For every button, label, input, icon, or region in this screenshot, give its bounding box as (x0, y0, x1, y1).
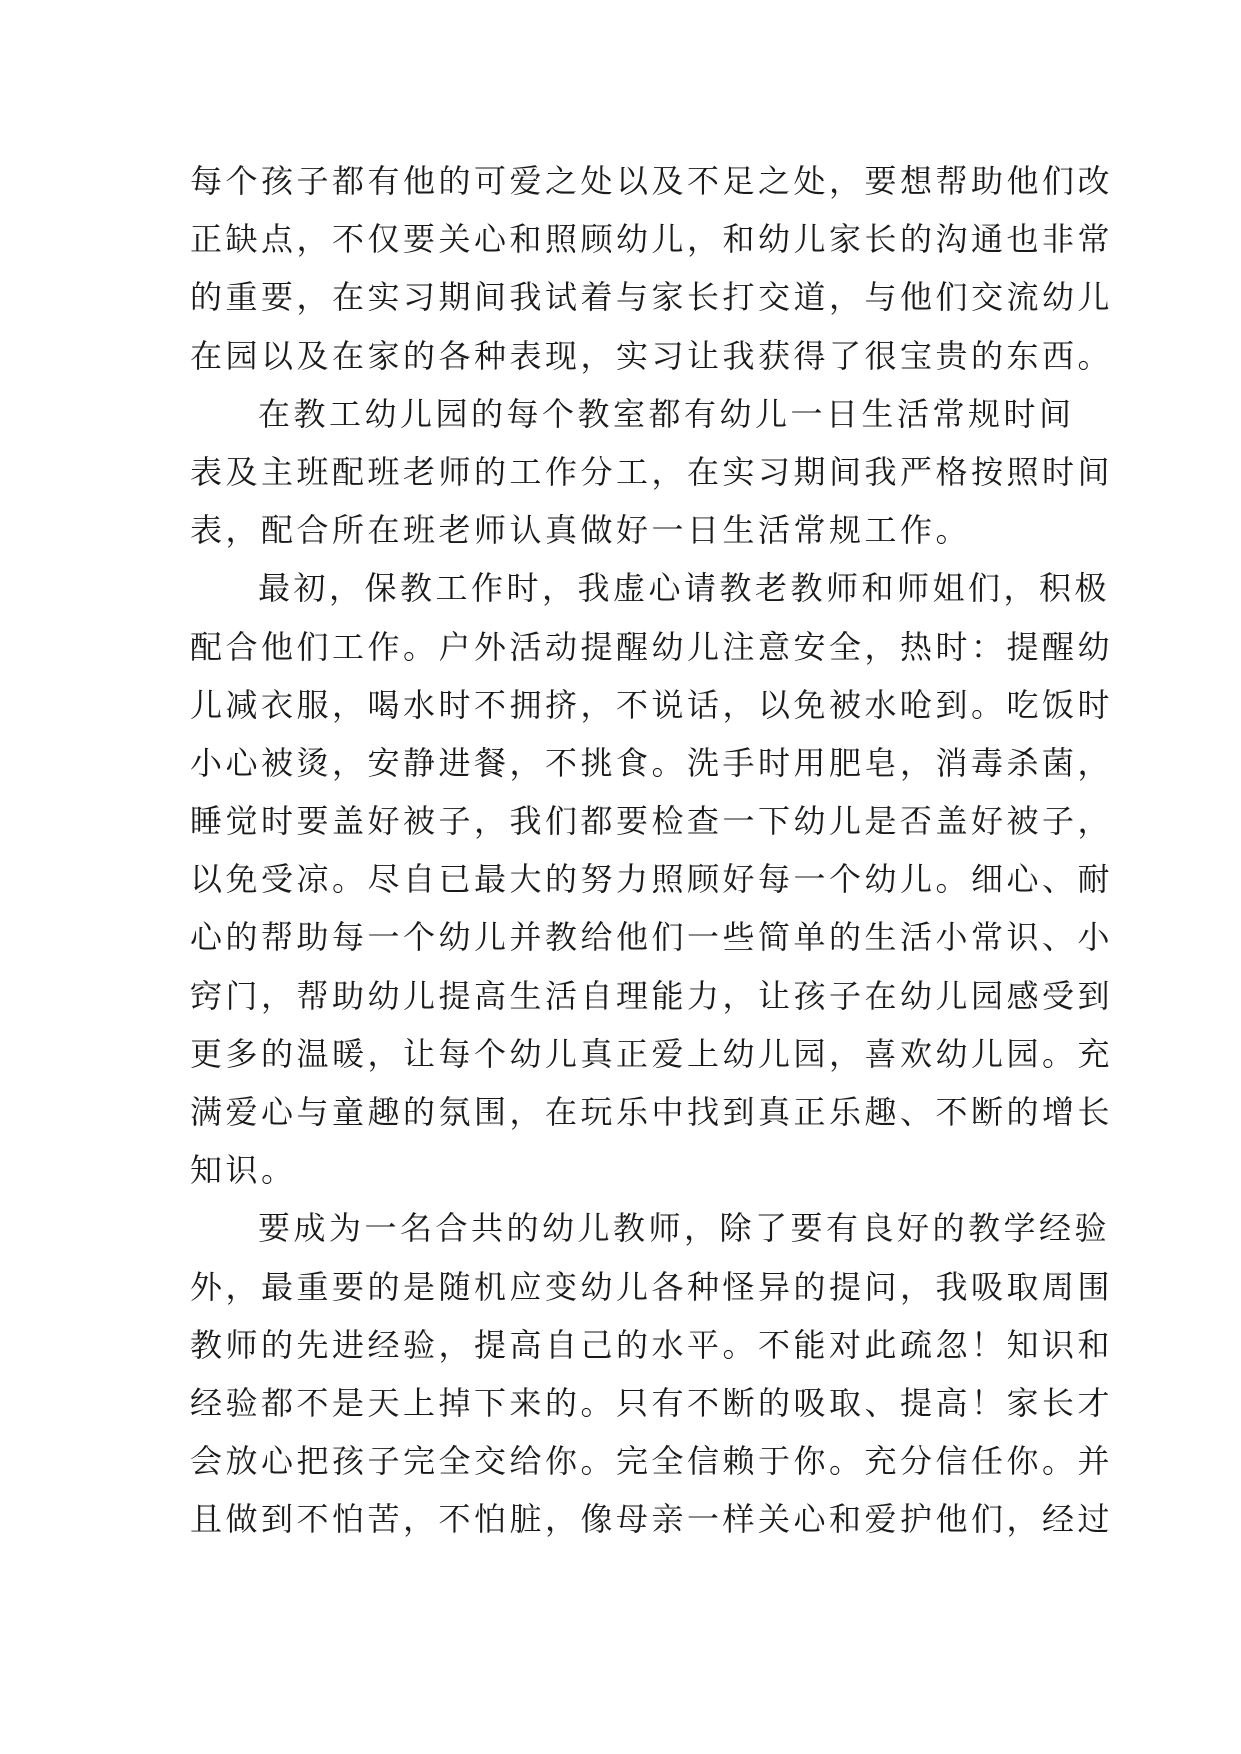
text-line: 在园以及在家的各种表现，实习让我获得了很宝贵的东西。 (190, 336, 1114, 375)
text-line: 且做到不怕苦，不怕脏，像母亲一样关心和爱护他们，经过 (190, 1500, 1114, 1539)
body-text (190, 152, 1114, 1549)
text-line: 教师的先进经验，提高自己的水平。不能对此疏忽！知识和 (190, 1325, 1114, 1364)
text-line: 最初，保教工作时，我虚心请教老教师和师姐们，积极 (258, 569, 1111, 608)
text-line: 儿减衣服，喝水时不拥挤，不说话，以免被水呛到。吃饭时 (190, 685, 1114, 724)
text-line: 经验都不是天上掉下来的。只有不断的吸取、提高！家长才 (190, 1383, 1114, 1422)
text-line: 要成为一名合共的幼儿教师，除了要有良好的教学经验 (258, 1209, 1111, 1248)
text-line: 外，最重要的是随机应变幼儿各种怪异的提问，我吸取周围 (190, 1267, 1114, 1306)
text-line: 小心被烫，安静进餐，不挑食。洗手时用肥皂，消毒杀菌， (190, 743, 1114, 782)
text-line: 表，配合所在班老师认真做好一日生活常规工作。 (190, 511, 972, 550)
text-line: 配合他们工作。户外活动提醒幼儿注意安全，热时：提醒幼 (190, 627, 1114, 666)
text-line: 心的帮助每一个幼儿并教给他们一些简单的生活小常识、小 (190, 918, 1114, 957)
text-line: 的重要，在实习期间我试着与家长打交道，与他们交流幼儿 (190, 278, 1114, 317)
text-line: 窍门，帮助幼儿提高生活自理能力，让孩子在幼儿园感受到 (190, 976, 1114, 1015)
text-line: 知识。 (190, 1151, 297, 1190)
text-line: 更多的温暖，让每个幼儿真正爱上幼儿园，喜欢幼儿园。充 (190, 1034, 1114, 1073)
text-line: 睡觉时要盖好被子，我们都要检查一下幼儿是否盖好被子， (190, 802, 1114, 841)
text-line: 满爱心与童趣的氛围，在玩乐中找到真正乐趣、不断的增长 (190, 1093, 1114, 1131)
text-line: 正缺点，不仅要关心和照顾幼儿，和幼儿家长的沟通也非常 (190, 220, 1114, 259)
text-line: 每个孩子都有他的可爱之处以及不足之处，要想帮助他们改 (190, 162, 1114, 200)
text-line: 表及主班配班老师的工作分工，在实习期间我严格按照时间 (190, 452, 1114, 491)
text-line: 会放心把孩子完全交给你。完全信赖于你。充分信任你。并 (190, 1442, 1114, 1481)
text-line: 以免受凉。尽自已最大的努力照顾好每一个幼儿。细心、耐 (190, 860, 1114, 899)
text-line: 在教工幼儿园的每个教室都有幼儿一日生活常规时间 (258, 394, 1075, 433)
